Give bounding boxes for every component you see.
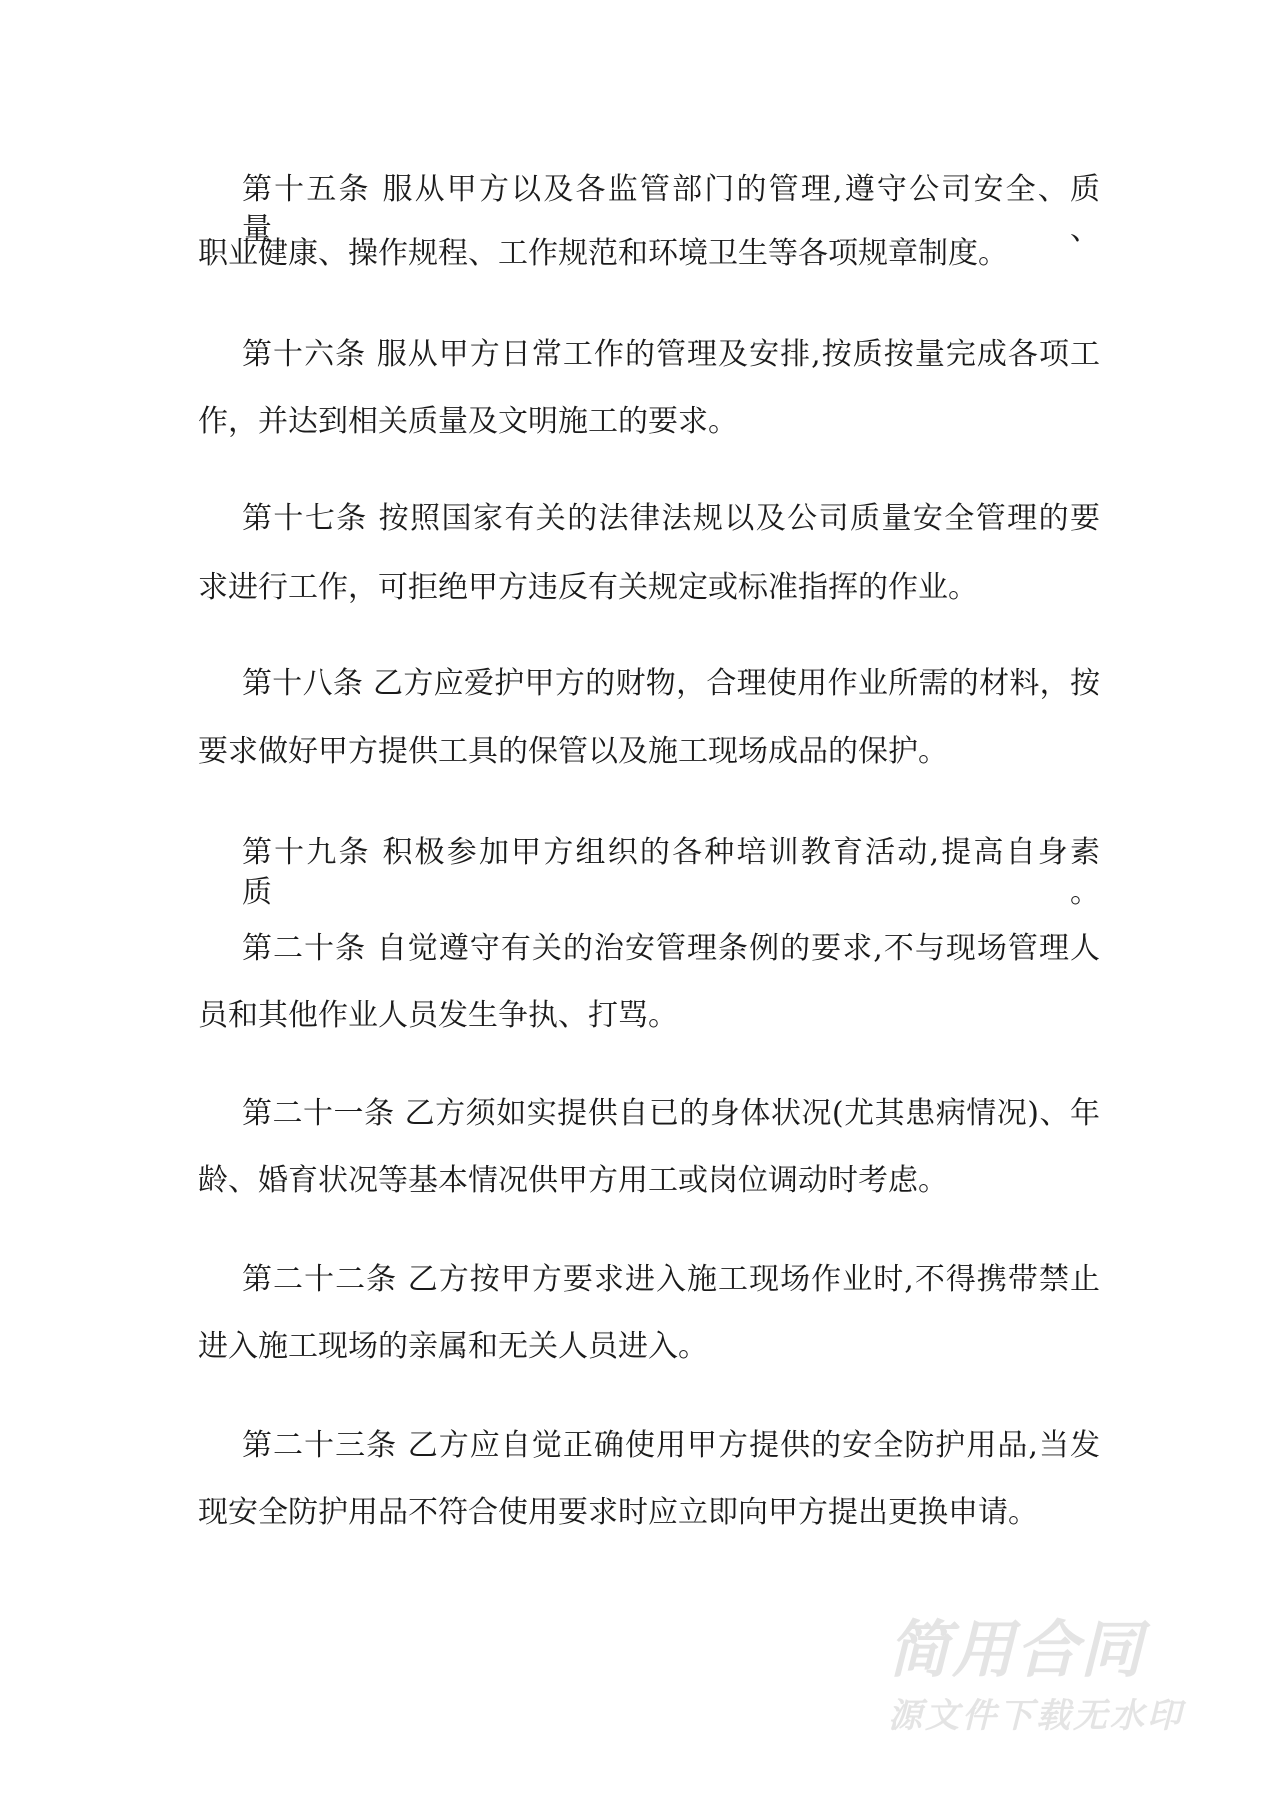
- article-16-line-2: 作，并达到相关质量及文明施工的要求。: [198, 404, 738, 439]
- article-15-line-1: 第十五条 服从甲方以及各监管部门的管理,遵守公司安全、质量、: [242, 172, 1100, 247]
- article-22-line-1: 第二十二条 乙方按甲方要求进入施工现场作业时,不得携带禁止: [242, 1262, 1100, 1297]
- article-22-line-2: 进入施工现场的亲属和无关人员进入。: [198, 1329, 708, 1364]
- article-20-line-1: 第二十条 自觉遵守有关的治安管理条例的要求,不与现场管理人: [242, 931, 1100, 966]
- article-17-line-2: 求进行工作，可拒绝甲方违反有关规定或标准指挥的作业。: [198, 570, 978, 605]
- article-23-line-2: 现安全防护用品不符合使用要求时应立即向甲方提出更换申请。: [198, 1495, 1038, 1530]
- article-19-line-1: 第十九条 积极参加甲方组织的各种培训教育活动,提高自身素质。: [242, 835, 1100, 910]
- article-23-line-1: 第二十三条 乙方应自觉正确使用甲方提供的安全防护用品,当发: [242, 1428, 1100, 1463]
- watermark-title: 简用合同: [888, 1613, 1145, 1686]
- article-18-line-2: 要求做好甲方提供工具的保管以及施工现场成品的保护。: [198, 734, 948, 769]
- article-18-line-1: 第十八条 乙方应爱护甲方的财物，合理使用作业所需的材料，按: [242, 666, 1100, 701]
- watermark-subtitle: 源文件下载无水印: [888, 1696, 1184, 1736]
- article-20-line-2: 员和其他作业人员发生争执、打骂。: [198, 998, 678, 1033]
- article-17-line-1: 第十七条 按照国家有关的法律法规以及公司质量安全管理的要: [242, 501, 1100, 536]
- article-15-line-2: 职业健康、操作规程、工作规范和环境卫生等各项规章制度。: [198, 236, 1008, 271]
- article-16-line-1: 第十六条 服从甲方日常工作的管理及安排,按质按量完成各项工: [242, 337, 1100, 372]
- article-21-line-2: 龄、婚育状况等基本情况供甲方用工或岗位调动时考虑。: [198, 1163, 948, 1198]
- article-21-line-1: 第二十一条 乙方须如实提供自已的身体状况(尤其患病情况)、年: [242, 1096, 1100, 1131]
